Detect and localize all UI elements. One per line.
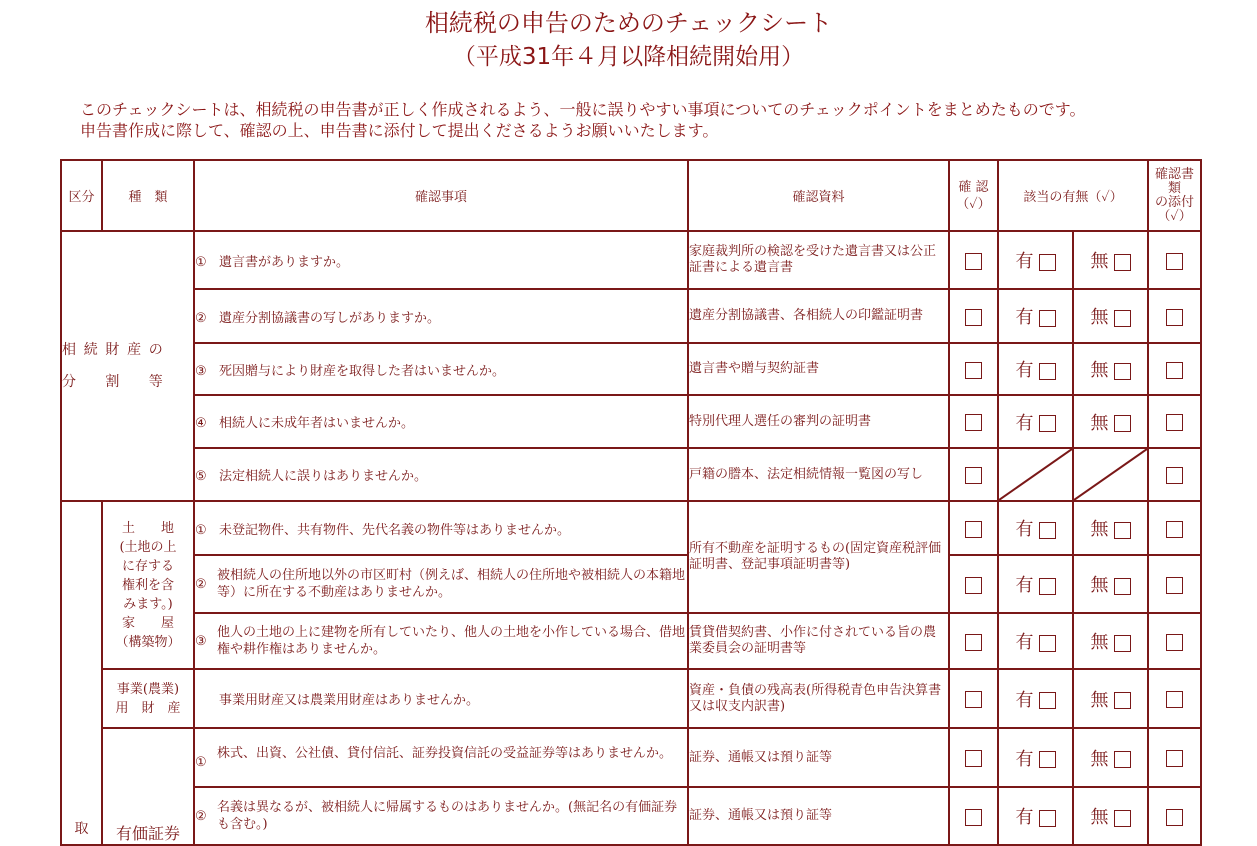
no-label: 無 <box>1090 575 1109 596</box>
table-row <box>61 669 1201 728</box>
attach-checkbox[interactable] <box>1166 467 1183 484</box>
table-row <box>61 501 1201 555</box>
header-kakunin-label: 確 認 <box>958 179 989 195</box>
question-number: ④ <box>195 416 207 431</box>
no-label: 無 <box>1090 689 1109 711</box>
attach-cell <box>1148 501 1201 555</box>
question-cell <box>194 555 688 613</box>
yes-cell <box>998 613 1073 669</box>
no-label: 無 <box>1090 519 1109 540</box>
yes-cell <box>998 343 1073 395</box>
attach-cell <box>1148 787 1201 845</box>
yes-checkbox[interactable] <box>1039 635 1056 652</box>
yes-label: 有 <box>1015 519 1034 540</box>
table-row <box>61 343 1201 395</box>
diagonal-line <box>1074 449 1147 500</box>
header-tenpu-line2: の添付 <box>1155 194 1195 210</box>
header-row <box>61 160 1201 231</box>
confirm-checkbox[interactable] <box>965 521 982 538</box>
question-cell <box>194 669 688 728</box>
document-cell: 資産・負債の残高表(所得税青色申告決算書又は収支内訳書) <box>688 669 949 728</box>
no-checkbox[interactable] <box>1114 751 1131 768</box>
attach-checkbox[interactable] <box>1166 362 1183 379</box>
table-row <box>61 395 1201 448</box>
attach-cell <box>1148 289 1201 343</box>
category-inheritance-division <box>61 231 194 501</box>
question-text: 遺産分割協議書の写しがありますか。 <box>219 310 441 326</box>
header-kakunin <box>949 160 998 231</box>
sub-line: 用 財 産 <box>115 700 181 716</box>
subcategory-securities: 有価証券 <box>102 728 194 845</box>
no-label: 無 <box>1090 748 1109 770</box>
document-cell: 賃貸借契約書、小作に付されている旨の農業委員会の証明書等 <box>688 613 949 669</box>
confirm-checkbox[interactable] <box>965 691 982 708</box>
sub-line: 事業(農業) <box>116 681 180 697</box>
question-cell <box>194 343 688 395</box>
sub-line: （構築物） <box>115 634 181 650</box>
checklist-table <box>60 159 1202 846</box>
question-text: 名義は異なるが、被相続人に帰属するものはありませんか。(無記名の有価証券も含む。) <box>217 800 678 832</box>
category-acquired-assets: 取 <box>61 501 102 845</box>
no-checkbox[interactable] <box>1114 254 1131 271</box>
attach-cell <box>1148 555 1201 613</box>
no-cell <box>1073 343 1148 395</box>
yes-cell <box>998 728 1073 787</box>
no-checkbox[interactable] <box>1114 415 1131 432</box>
sub-line: 土 地 <box>121 520 174 536</box>
question-number: ① <box>195 254 207 270</box>
intro-text <box>80 99 1250 141</box>
question-cell <box>194 728 688 787</box>
intro-line-2: 申告書作成に際して、確認の上、申告書に添付して提出くださるようお願いいたします。 <box>80 121 719 140</box>
attach-checkbox[interactable] <box>1166 577 1183 594</box>
no-checkbox[interactable] <box>1114 635 1131 652</box>
table-row <box>61 448 1201 501</box>
table-row <box>61 555 1201 613</box>
question-cell <box>194 231 688 289</box>
yes-checkbox[interactable] <box>1039 578 1056 595</box>
page-number-fragment <box>1137 0 1197 4</box>
no-cell <box>1073 555 1148 613</box>
no-label: 無 <box>1090 412 1109 434</box>
sub-line: 家 屋 <box>121 615 174 631</box>
question-number: ① <box>195 754 207 770</box>
no-cell <box>1073 231 1148 289</box>
sub-line: に存する <box>121 558 174 574</box>
yes-checkbox[interactable] <box>1039 522 1056 539</box>
no-label: 無 <box>1090 632 1109 653</box>
yes-cell <box>998 669 1073 728</box>
intro-line-1: このチェックシートは、相続税の申告書が正しく作成されるよう、一般に誤りやすい事項についてのチェックポイントをまとめたものです。 <box>80 100 1086 119</box>
question-number: ② <box>195 310 207 326</box>
question-number: ① <box>195 522 207 538</box>
attach-cell <box>1148 613 1201 669</box>
no-checkbox[interactable] <box>1114 310 1131 327</box>
confirm-cell <box>949 787 998 845</box>
document-cell: 家庭裁判所の検認を受けた遺言書又は公正証書による遺言書 <box>688 231 949 289</box>
no-cell-na <box>1073 448 1148 501</box>
confirm-checkbox[interactable] <box>965 309 982 326</box>
header-shurui: 種 類 <box>102 160 194 231</box>
attach-checkbox[interactable] <box>1166 691 1183 708</box>
no-label: 無 <box>1090 360 1109 381</box>
question-number: ② <box>195 577 207 592</box>
question-number: ② <box>195 809 207 824</box>
question-text: 相続人に未成年者はいませんか。 <box>219 416 415 431</box>
confirm-cell <box>949 728 998 787</box>
question-cell <box>194 448 688 501</box>
confirm-cell <box>949 289 998 343</box>
attach-cell <box>1148 448 1201 501</box>
document-cell: 証券、通帳又は預り証等 <box>688 728 949 787</box>
attach-checkbox[interactable] <box>1166 521 1183 538</box>
document-cell: 特別代理人選任の審判の証明書 <box>688 395 949 448</box>
yes-label: 有 <box>1015 360 1034 381</box>
table-row <box>61 231 1201 289</box>
yes-cell <box>998 231 1073 289</box>
diagonal-line <box>999 449 1072 500</box>
document-cell: 戸籍の謄本、法定相続情報一覧図の写し <box>688 448 949 501</box>
sub-line: (土地の上 <box>119 539 177 555</box>
attach-checkbox[interactable] <box>1166 309 1183 326</box>
yes-label: 有 <box>1015 632 1034 653</box>
header-kakunin-mark: （✓） <box>956 196 991 212</box>
yes-checkbox[interactable] <box>1039 810 1056 827</box>
header-tenpu-line3: （✓） <box>1157 208 1192 224</box>
question-text: 被相続人の住所地以外の市区町村（例えば、相続人の住所地や被相続人の本籍地等）に所在する不動産はありませんか。 <box>217 568 686 600</box>
attach-checkbox[interactable] <box>1166 809 1183 826</box>
header-gaito: 該当の有無（✓） <box>998 160 1148 231</box>
header-kakunin-jiko: 確認事項 <box>194 160 688 231</box>
question-text: 未登記物件、共有物件、先代名義の物件等はありませんか。 <box>219 522 571 538</box>
question-cell <box>194 613 688 669</box>
yes-checkbox[interactable] <box>1039 363 1056 380</box>
yes-checkbox[interactable] <box>1039 415 1056 432</box>
no-cell <box>1073 669 1148 728</box>
confirm-cell <box>949 343 998 395</box>
attach-checkbox[interactable] <box>1166 750 1183 767</box>
yes-cell <box>998 395 1073 448</box>
no-checkbox[interactable] <box>1114 692 1131 709</box>
question-cell <box>194 395 688 448</box>
no-label: 無 <box>1090 307 1109 328</box>
confirm-cell <box>949 448 998 501</box>
confirm-checkbox[interactable] <box>965 750 982 767</box>
confirm-checkbox[interactable] <box>965 362 982 379</box>
document-cell: 所有不動産を証明するもの(固定資産税評価証明書、登記事項証明書等) <box>688 501 949 613</box>
confirm-checkbox[interactable] <box>965 634 982 651</box>
yes-checkbox[interactable] <box>1039 254 1056 271</box>
yes-checkbox[interactable] <box>1039 751 1056 768</box>
no-cell <box>1073 787 1148 845</box>
confirm-cell <box>949 501 998 555</box>
question-text: 他人の土地の上に建物を所有していたり、他人の土地を小作している場合、借地権や耕作権はありませんか。 <box>217 625 686 657</box>
attach-cell <box>1148 231 1201 289</box>
table-row <box>61 728 1201 787</box>
attach-cell <box>1148 728 1201 787</box>
yes-checkbox[interactable] <box>1039 310 1056 327</box>
attach-cell <box>1148 395 1201 448</box>
document-cell: 証券、通帳又は預り証等 <box>688 787 949 845</box>
table-row <box>61 289 1201 343</box>
page-title: 相続税の申告のためのチェックシート <box>424 9 833 37</box>
yes-cell <box>998 787 1073 845</box>
header-tenpu <box>1148 160 1201 231</box>
yes-label: 有 <box>1015 689 1034 711</box>
no-cell <box>1073 501 1148 555</box>
no-checkbox[interactable] <box>1114 522 1131 539</box>
no-cell <box>1073 289 1148 343</box>
header-tenpu-line1: 確認書類 <box>1155 166 1195 196</box>
question-text: 死因贈与により財産を取得した者はいませんか。 <box>219 363 506 379</box>
yes-label: 有 <box>1015 807 1034 828</box>
confirm-checkbox[interactable] <box>965 809 982 826</box>
sub-line: 権利を含 <box>121 577 174 593</box>
attach-checkbox[interactable] <box>1166 634 1183 651</box>
question-cell <box>194 289 688 343</box>
yes-label: 有 <box>1015 575 1034 596</box>
question-number: ③ <box>195 634 207 649</box>
confirm-cell <box>949 555 998 613</box>
page-subtitle: （平成31年４月以降相続開始用） <box>452 44 805 70</box>
no-cell <box>1073 728 1148 787</box>
confirm-cell <box>949 231 998 289</box>
category-line-1: 相続財産の <box>62 342 171 358</box>
yes-cell <box>998 555 1073 613</box>
yes-checkbox[interactable] <box>1039 692 1056 709</box>
yes-label: 有 <box>1015 748 1034 770</box>
attach-cell <box>1148 669 1201 728</box>
question-number: ⑤ <box>195 469 207 484</box>
question-text: 株式、出資、公社債、貸付信託、証券投資信託の受益証券等はありませんか。 <box>217 745 673 761</box>
category-line-2: 分 割 等 <box>62 374 171 390</box>
question-number: ③ <box>195 363 207 379</box>
no-checkbox[interactable] <box>1114 363 1131 380</box>
table-row <box>61 613 1201 669</box>
yes-cell <box>998 501 1073 555</box>
question-text: 遺言書がありますか。 <box>219 254 350 270</box>
no-cell <box>1073 613 1148 669</box>
confirm-checkbox[interactable] <box>965 253 982 270</box>
question-text: 事業用財産又は農業用財産はありませんか。 <box>219 693 480 708</box>
question-cell <box>194 787 688 845</box>
sub-line: みます。) <box>123 596 173 612</box>
attach-cell <box>1148 343 1201 395</box>
no-checkbox[interactable] <box>1114 578 1131 595</box>
question-cell <box>194 501 688 555</box>
table-row <box>61 787 1201 845</box>
document-cell: 遺産分割協議書、各相続人の印鑑証明書 <box>688 289 949 343</box>
yes-cell <box>998 289 1073 343</box>
confirm-checkbox[interactable] <box>965 467 982 484</box>
question-text: 法定相続人に誤りはありませんか。 <box>219 469 428 484</box>
subcategory-business-assets <box>102 669 194 728</box>
header-kakunin-shiryo: 確認資料 <box>688 160 949 231</box>
yes-cell-na <box>998 448 1073 501</box>
confirm-checkbox[interactable] <box>965 577 982 594</box>
subcategory-land-buildings <box>102 501 194 669</box>
confirm-cell <box>949 613 998 669</box>
confirm-checkbox[interactable] <box>965 414 982 431</box>
header-kubun: 区分 <box>61 160 102 231</box>
no-cell <box>1073 395 1148 448</box>
attach-checkbox[interactable] <box>1166 414 1183 431</box>
document-cell: 遺言書や贈与契約証書 <box>688 343 949 395</box>
yes-label: 有 <box>1015 251 1034 272</box>
yes-label: 有 <box>1015 307 1034 328</box>
yes-label: 有 <box>1015 412 1034 434</box>
confirm-cell <box>949 395 998 448</box>
attach-checkbox[interactable] <box>1166 253 1183 270</box>
no-label: 無 <box>1090 807 1109 828</box>
no-label: 無 <box>1090 251 1109 272</box>
confirm-cell <box>949 669 998 728</box>
no-checkbox[interactable] <box>1114 810 1131 827</box>
